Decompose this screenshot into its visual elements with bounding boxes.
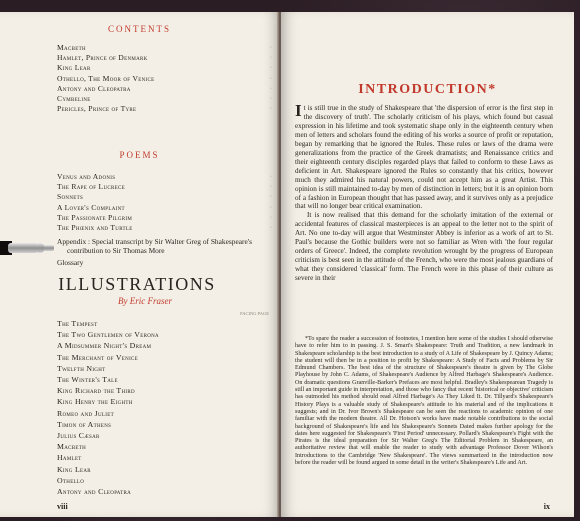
paragraph: It is now realised that this demand for the scholarly imitation of the external or accidental features of classical masterpieces is an appeal to the letter not to the spirit of Art. No one to-day will argue that Westminster Abbey is inferior as a work of art to St. Paul's because the Gothic builders were not so familiar as Wren with 'the four regular orders of Greece'. Indeed, the complete revolution wrought by the progress of European criticism is best seen in the attitude of the French, who were the most jealous guardians of what they considered 'classical' form. The French were in this phase of their culture as severe in their <box>295 211 553 283</box>
list-item: Hamlet, Prince of Denmark · <box>57 53 272 63</box>
list-item: A Midsummer Night's Dream <box>57 341 152 351</box>
list-item: The Phœnix and Turtle · <box>57 223 272 233</box>
plays-list <box>57 43 272 114</box>
list-item: Twelfth Night <box>57 363 106 373</box>
silver-charm-icon <box>0 237 60 259</box>
list-item: King Richard the Third <box>57 386 135 396</box>
bookmark-charm <box>0 237 60 259</box>
list-item: Macbeth · <box>57 43 272 52</box>
list-item: Julius Cæsar <box>57 431 100 441</box>
list-item: Othello, The Moor of Venice · <box>57 73 272 83</box>
list-item: King Henry the Eighth <box>57 397 133 407</box>
list-item: The Passionate Pilgrim · <box>57 212 272 222</box>
list-item: Romeo and Juliet <box>57 408 114 418</box>
list-item: Macbeth <box>57 442 87 452</box>
footnote: *To spare the reader a succession of footnotes, I mention here some of the studies I should otherwise have to refer him to in passing. J. S. Smart's Shakespeare: Truth and Tradition, a new landmark in Shakespeare scholarship is the best introduction to a study of A Life of Shakespeare by J. Quincy Adams; the student will then be in a position to profit by Shakespeare: A Study of Facts and Problems by Sir Edmund Chambers. The best idea of the structure of Shakespeare's theatre is given by The Globe Playhouse by John C. Adams, of Shakespeare's Audience by Alfred Harbage's Shakespeare's Audience. On dramatic questions Granville-Barker's Prefaces are most helpful. Bradley's Shakespearean Tragedy is still an important guide in interpretation, and those who fancy that recent 'historical or objective' criticism has outmoded his method should read Alfred Harbage's As They Liked It. Dr. Tillyard's Shakespeare's History Plays is a valuable study of Shakespeare's attitude to his material and of the implications it suggests; and in Dr. Ivor Brown's Shakespeare can be seen the reactions to academic opinion of one familiar with the modern theatre. All Dr. Hotson's works have made notable contributions to the social background of Shakespeare's life and his Shakespeare's Sonnets Dated makes further apology for the dates here suggested for Shakespeare's 'First Period' unnecessary. Pollard's Shakespeare's Fight with the Pirates is the ideal preparation for Sir Walter Greg's The Editorial Problem in Shakespeare, an authoritative review that will enable the reader to study with advantage Professor Dover Wilson's Introductions to the Cambridge 'New Shakespeare'. The views summarized in the introduction now before the reader will be found argued in some detail in the writer's Shakespeare's Life and Art. <box>295 336 553 467</box>
right-page <box>281 12 574 517</box>
drop-cap: I <box>295 101 302 120</box>
glossary-entry: Glossary <box>57 258 84 267</box>
list-item: King Lear <box>57 464 91 474</box>
list-item: The Tempest <box>57 319 98 328</box>
page-number-left: viii <box>57 502 68 511</box>
list-item: Hamlet <box>57 453 82 463</box>
list-item: The Two Gentlemen of Verona <box>57 330 159 340</box>
list-item: A Lover's Complaint · <box>57 202 272 212</box>
list-item: Timon of Athens <box>57 419 112 429</box>
page-number-right: ix <box>543 502 550 511</box>
paragraph: It is still true in the study of Shakespeare that 'the dispersion of error is the first step in the discovery of truth'. The scholarly criticism of his plays, which found but casual expression in his lifetime and took systematic shape only in the eighteenth century when men of letters and scholars found the editing of his works a source of profit or reputation, began by remarking that he ignored the Rules. These rules or laws of the drama were generalizations from the practice of the Greek dramatists; and Renaissance critics and their eighteenth century disciples regarded plays that failed to conform to these Laws as deficient in Art. Shakespeare ignored the Rules so constantly that his critics, however much they admired his natural powers, could not accept him as a great Artist. This opinion is still maintained to-day by men of distinction in letters; but it is an opinion born of a fashion in European thought that has passed away, and it survives only as a prejudice that will no longer bear critical examination. <box>295 101 553 211</box>
list-item: The Rape of Lucrece · <box>57 182 272 192</box>
contents-header: CONTENTS <box>108 24 171 34</box>
list-item: The Winter's Tale <box>57 375 118 385</box>
appendix-entry: Appendix : Special transcript by Sir Walter Greg of Shakespeare's contribution to Sir Thomas More <box>57 237 252 256</box>
facing-page-label: FACING PAGE <box>240 311 269 316</box>
list-item: Antony and Cleopatra · <box>57 83 272 93</box>
illustrations-byline: By Eric Fraser <box>118 296 172 306</box>
introduction-title: INTRODUCTION* <box>358 82 497 97</box>
list-item: Pericles, Prince of Tyre · <box>57 104 272 114</box>
introduction-body <box>295 101 553 283</box>
poems-list <box>57 172 272 233</box>
list-item: Venus and Adonis · <box>57 172 272 181</box>
list-item: Cymbeline · <box>57 94 272 104</box>
left-page <box>0 12 279 517</box>
list-item: Sonnets · <box>57 192 272 202</box>
list-item: Antony and Cleopatra <box>57 487 132 497</box>
illustrations-title: ILLUSTRATIONS <box>58 274 216 294</box>
list-item: The Merchant of Venice <box>57 352 139 362</box>
illustrations-list <box>57 318 272 497</box>
poems-header: POEMS <box>119 150 160 160</box>
list-item: Othello <box>57 475 85 485</box>
list-item: King Lear · <box>57 63 272 73</box>
